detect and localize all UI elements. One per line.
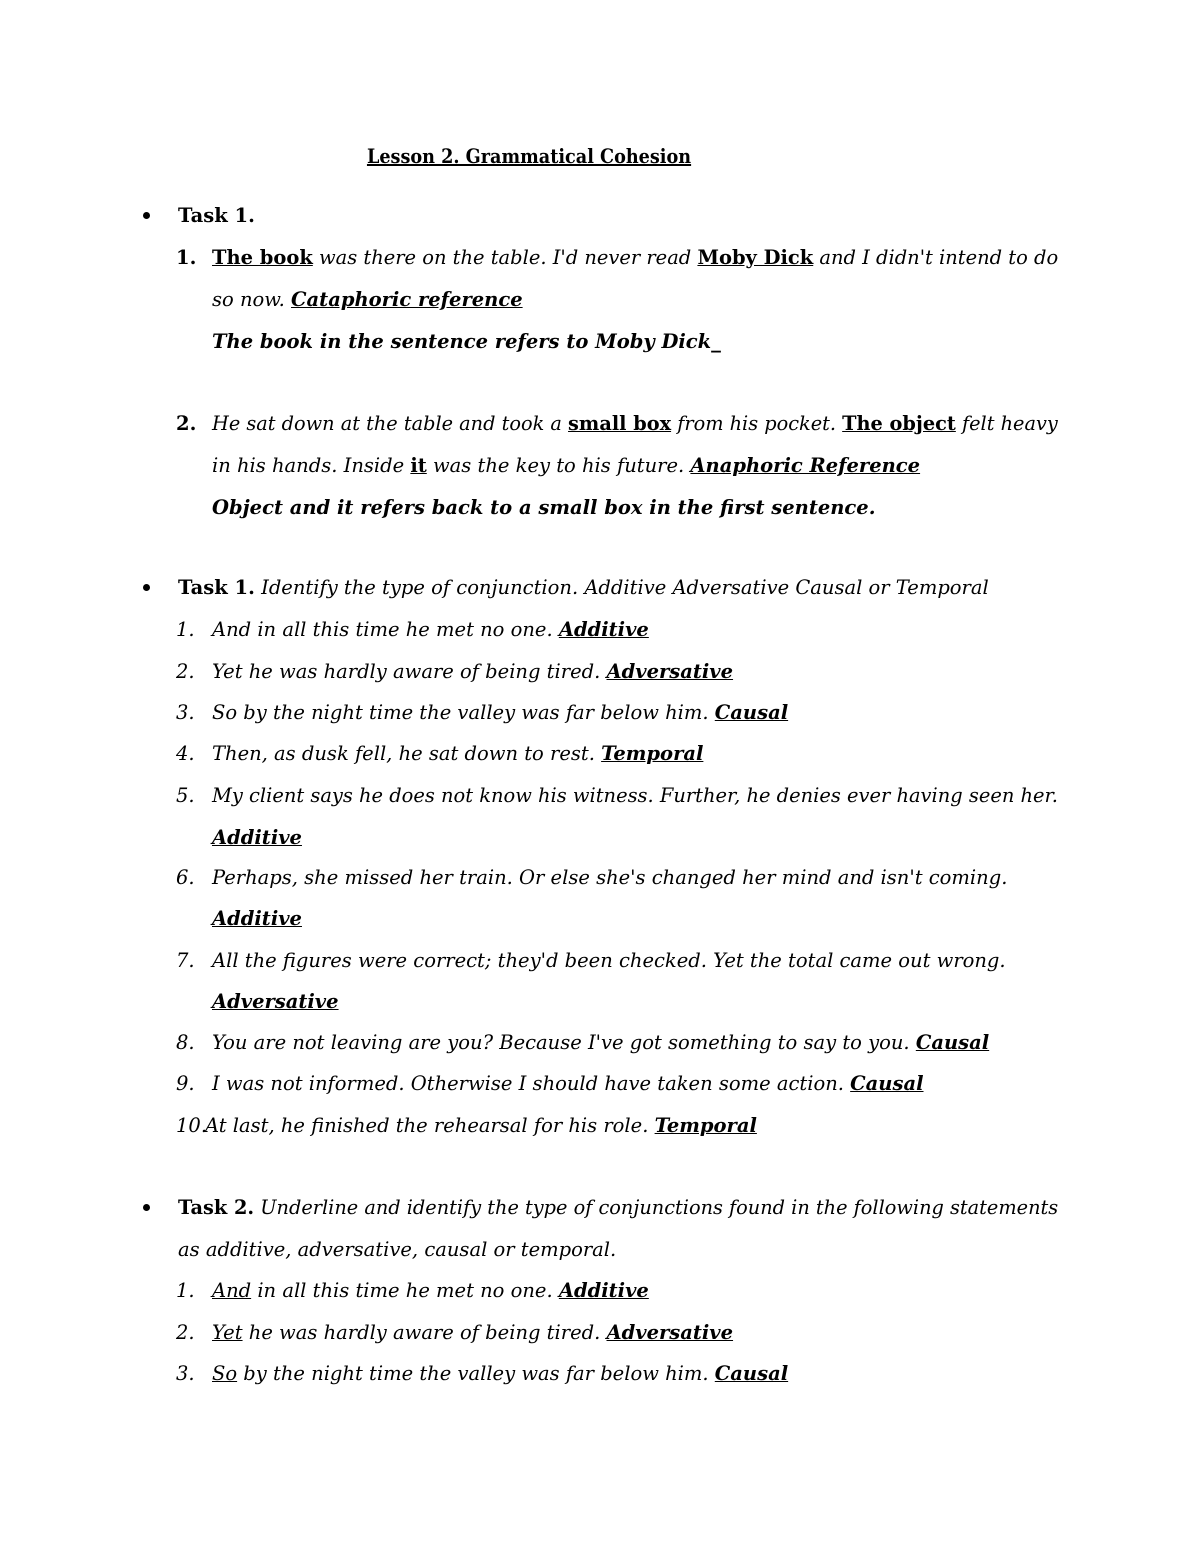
task1a-item-1-explanation: The book in the sentence refers to Moby Dick_ <box>212 330 721 353</box>
highlight-the-object: The object <box>842 412 956 435</box>
task1b-item-7: All the figures were correct; they'd been checked. Yet the total came out wrong. <box>212 949 1006 972</box>
conjunction-type-answer: Additive <box>558 1279 649 1302</box>
task1b-instruction: Identify the type of conjunction. Additive Adversative Causal or Temporal <box>254 576 989 599</box>
task1b-item-number: 7. <box>176 949 195 972</box>
conjunction-type-answer: Temporal <box>654 1114 757 1137</box>
task1b-item-4 <box>212 742 703 766</box>
task2-item-number: 2. <box>176 1321 195 1344</box>
sentence-text: Then, as dusk fell, he sat down to rest. <box>212 742 602 765</box>
highlight-small-box: small box <box>568 412 672 435</box>
conjunction-type-answer: Causal <box>915 1031 990 1054</box>
task2-instruction-continued: as additive, adversative, causal or temporal. <box>178 1238 617 1261</box>
task1b-item-number: 9. <box>176 1072 195 1095</box>
conjunction-type-answer: Adversative <box>212 990 339 1013</box>
sentence-text: was the key to his future. <box>426 454 691 477</box>
sentence-text: from his pocket. <box>671 412 843 435</box>
task1b-heading: Task 1. <box>178 576 255 599</box>
task1a-item-1-number: 1. <box>176 246 197 269</box>
sentence-text: So by the night time the valley was far below him. <box>212 701 715 724</box>
reference-type-answer: Cataphoric reference <box>291 288 523 311</box>
task1a-heading: Task 1. <box>178 204 255 227</box>
task1b-item-8 <box>212 1031 989 1055</box>
conjunction-type-answer: Additive <box>558 618 649 641</box>
underlined-conjunction: So <box>212 1362 238 1385</box>
task1a-item-1-line-1 <box>212 246 1058 270</box>
sentence-text: He sat down at the table and took a <box>212 412 569 435</box>
task1b-item-number: 10. <box>176 1114 208 1137</box>
sentence-text: felt heavy <box>955 412 1058 435</box>
conjunction-type-answer: Temporal <box>601 742 704 765</box>
bullet-icon <box>143 212 150 219</box>
task1b-item-number: 2. <box>176 660 195 683</box>
task1a-item-2-line-2 <box>212 454 920 478</box>
task2-item-1 <box>212 1279 649 1303</box>
sentence-text: in his hands. Inside <box>212 454 411 477</box>
task1b-item-number: 4. <box>176 742 195 765</box>
task2-heading: Task 2. <box>178 1196 255 1219</box>
conjunction-type-answer: Adversative <box>606 1321 734 1344</box>
task2-item-number: 1. <box>176 1279 195 1302</box>
task1a-item-2-explanation: Object and it refers back to a small box in the first sentence. <box>212 496 876 519</box>
highlight-it: it <box>410 454 427 477</box>
sentence-text: was there on the table. I'd never read <box>312 246 698 269</box>
sentence-text: and I didn't intend to do <box>813 246 1059 269</box>
task1b-item-2 <box>212 660 733 684</box>
task1b-item-number: 8. <box>176 1031 195 1054</box>
task1b-item-number: 6. <box>176 866 195 889</box>
task2-item-number: 3. <box>176 1362 195 1385</box>
sentence-text: I was not informed. Otherwise I should have taken some action. <box>212 1072 851 1095</box>
bullet-icon <box>143 584 150 591</box>
highlight-moby-dick: Moby Dick <box>697 246 814 269</box>
conjunction-type-answer: Causal <box>714 701 789 724</box>
task2-item-3 <box>212 1362 788 1386</box>
task1b-heading-line <box>178 576 989 600</box>
sentence-text: And in all this time he met no one. <box>212 618 559 641</box>
conjunction-type-answer: Additive <box>212 907 302 930</box>
sentence-text: Yet he was hardly aware of being tired. <box>212 660 607 683</box>
highlight-the-book: The book <box>212 246 313 269</box>
task1b-item-1 <box>212 618 649 642</box>
sentence-text: so now. <box>212 288 292 311</box>
bullet-icon <box>143 1204 150 1211</box>
reference-type-answer: Anaphoric Reference <box>690 454 921 477</box>
task1b-item-number: 3. <box>176 701 195 724</box>
conjunction-type-answer: Causal <box>714 1362 789 1385</box>
conjunction-type-answer: Additive <box>212 826 302 849</box>
underlined-conjunction: And <box>212 1279 252 1302</box>
sentence-text: he was hardly aware of being tired. <box>242 1321 607 1344</box>
task1b-item-6: Perhaps, she missed her train. Or else she's changed her mind and isn't coming. <box>212 866 1008 889</box>
conjunction-type-answer: Causal <box>850 1072 924 1095</box>
sentence-text: in all this time he met no one. <box>251 1279 559 1302</box>
conjunction-type-answer: Adversative <box>606 660 734 683</box>
task1b-item-number: 5. <box>176 784 195 807</box>
task1a-item-2-line-1 <box>212 412 1058 436</box>
task1b-item-5: My client says he does not know his witness. Further, he denies ever having seen her. <box>212 784 1058 807</box>
page-title: Lesson 2. Grammatical Cohesion <box>366 144 692 168</box>
task1a-item-2-number: 2. <box>176 412 197 435</box>
task1b-item-10 <box>205 1114 757 1138</box>
sentence-text: At last, he finished the rehearsal for his role. <box>205 1114 655 1137</box>
sentence-text: You are not leaving are you? Because I've got something to say to you. <box>212 1031 916 1054</box>
task1b-item-number: 1. <box>176 618 195 641</box>
sentence-text: by the night time the valley was far below him. <box>237 1362 715 1385</box>
task2-item-2 <box>212 1321 733 1345</box>
task1b-item-3 <box>212 701 788 725</box>
task1b-item-9 <box>212 1072 924 1096</box>
task2-heading-line <box>178 1196 1058 1220</box>
underlined-conjunction: Yet <box>212 1321 243 1344</box>
task1a-item-1-line-2 <box>212 288 523 312</box>
task2-instruction: Underline and identify the type of conjunctions found in the following statements <box>254 1196 1059 1219</box>
